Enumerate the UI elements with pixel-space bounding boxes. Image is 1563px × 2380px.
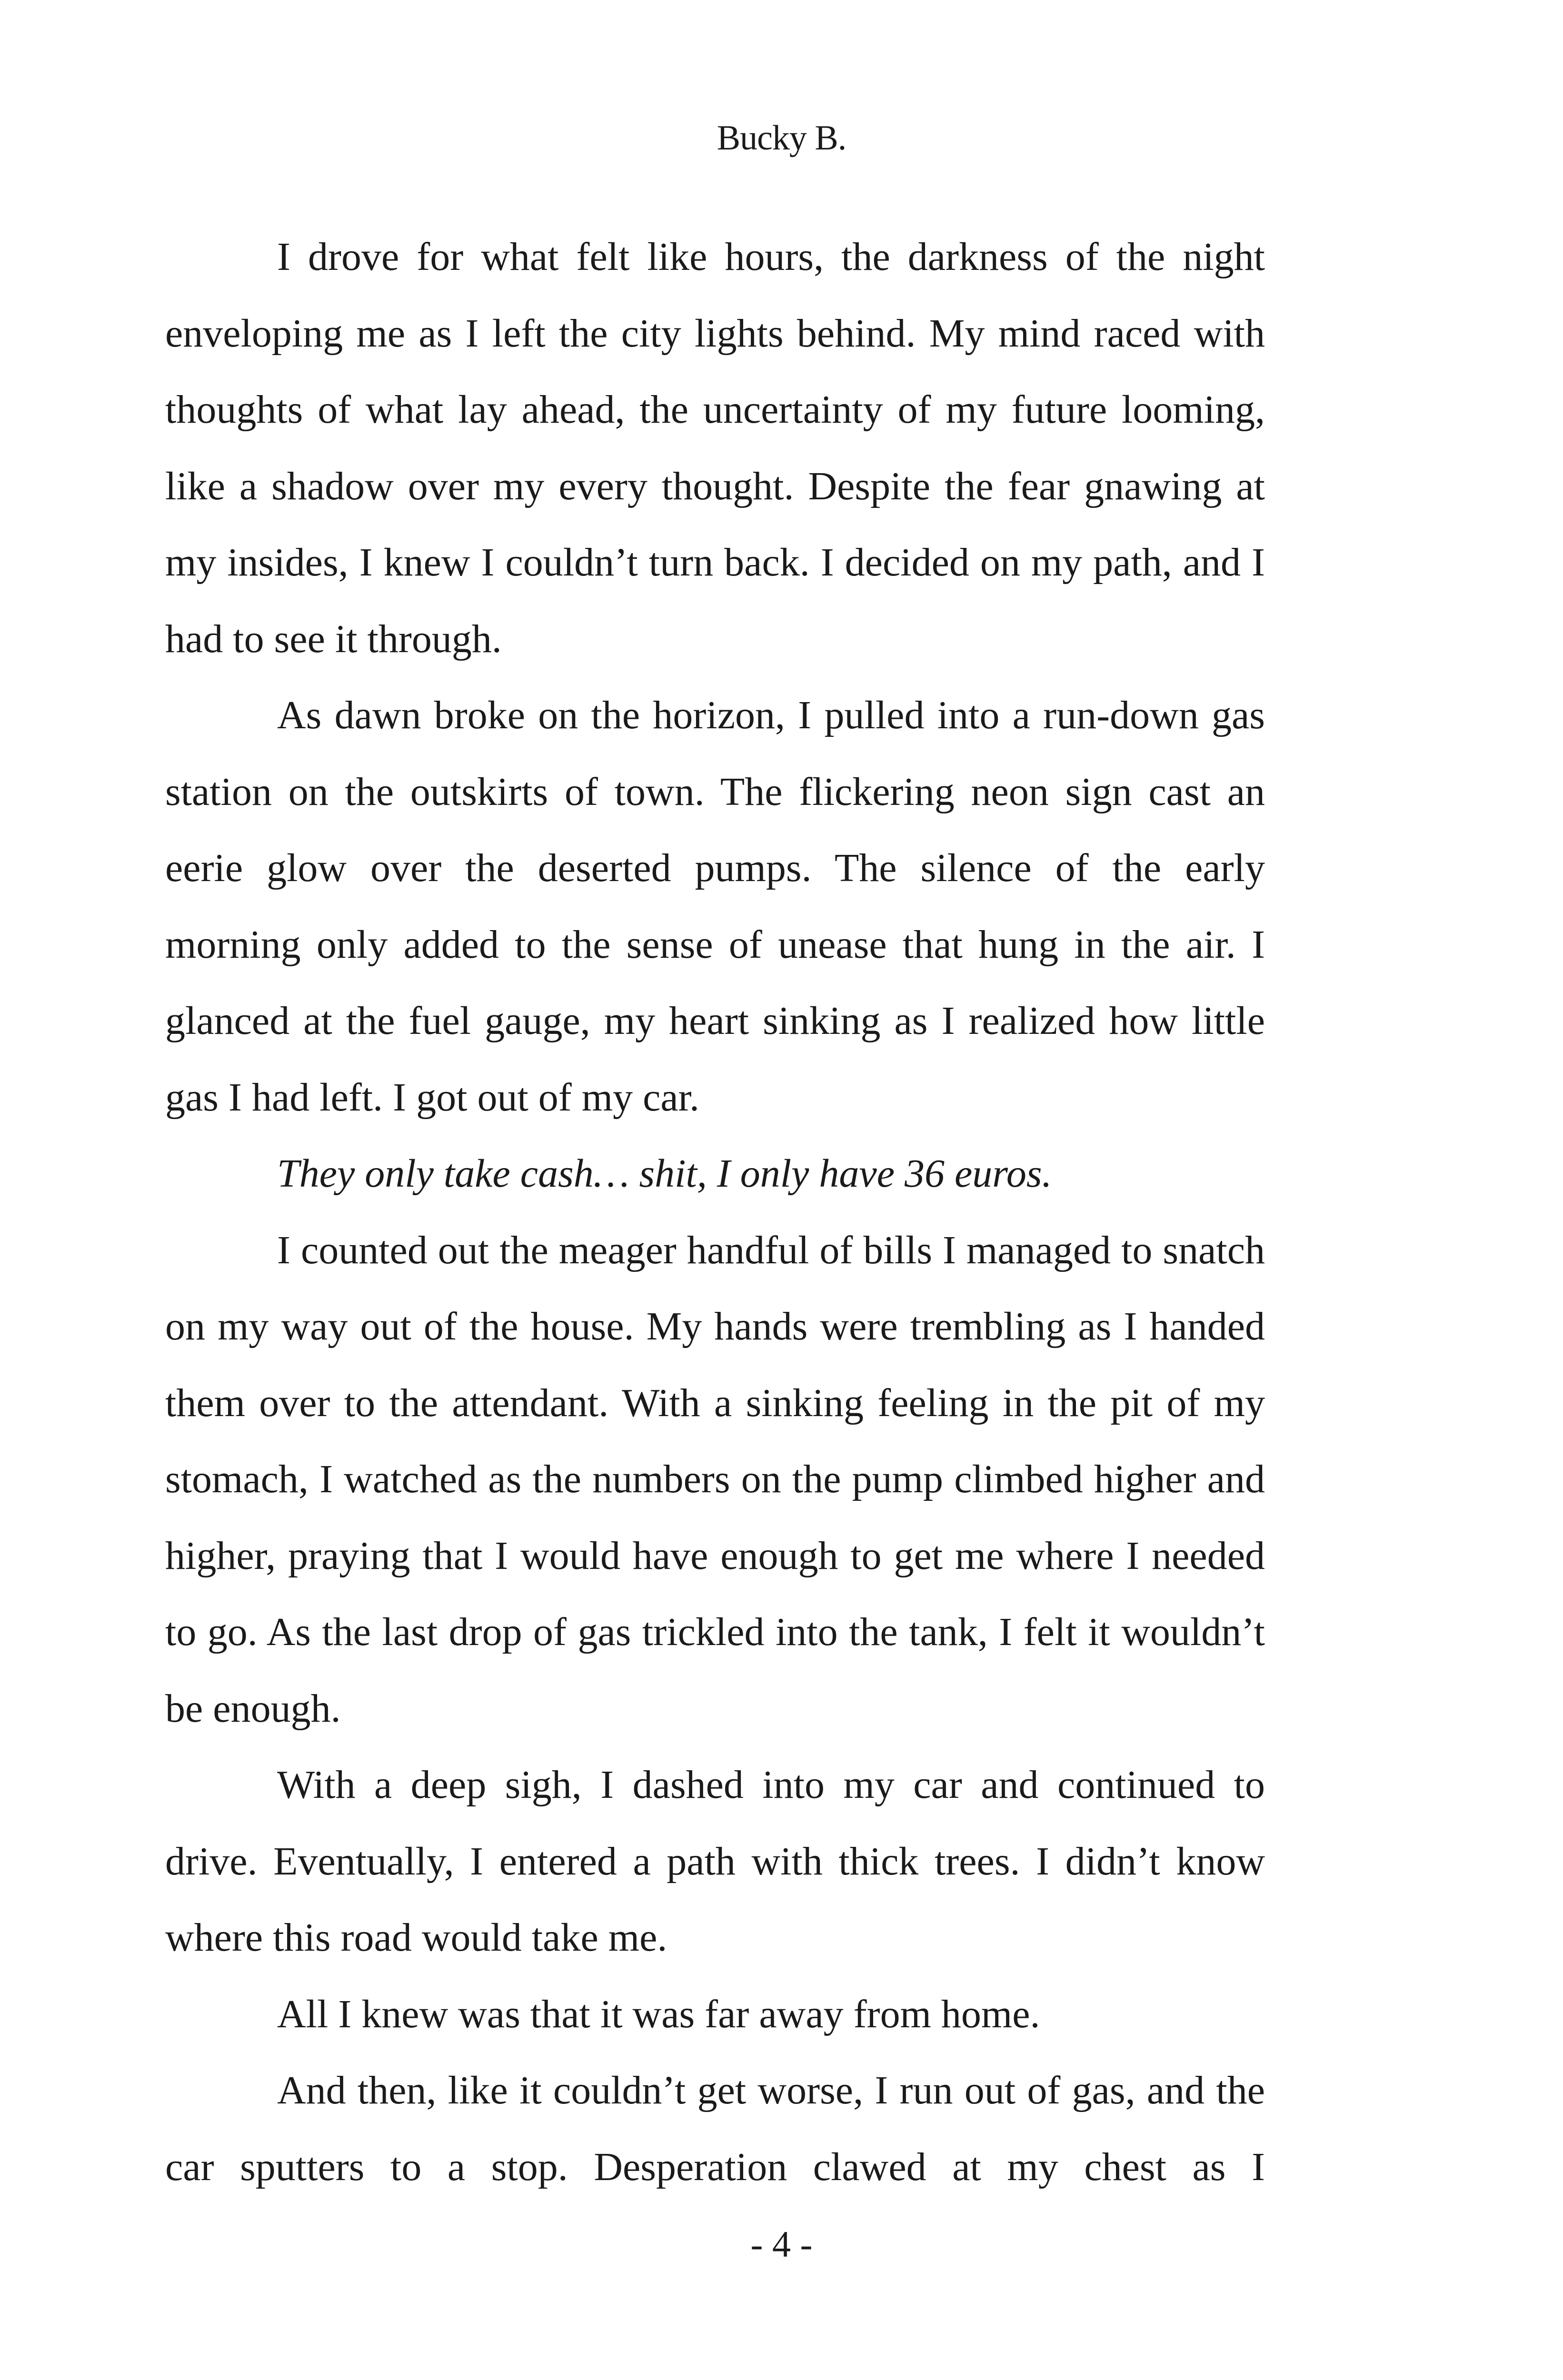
paragraph: As dawn broke on the horizon, I pulled into a run-down gas station on the outskirts of town. The flickering neon sign cast an eerie glow over the deserted pumps. The silence of the early morning only added to the sense of unease that hung in the air. I glanced at the fuel gauge, my heart sinking as I realized how little gas I had left. I got out of my car.: [165, 693, 1265, 1120]
paragraph: I counted out the meager handful of bills I managed to snatch on my way out of the house. My hands were trembling as I handed them over to the attendant. With a sinking feeling in the pit of my stomach, I watched as the numbers on the pump climbed higher and higher, praying that I would have enough to get me where I needed to go. As the last drop of gas trickled into the tank, I felt it wouldn’t be enough.: [165, 1228, 1265, 1731]
paragraph: With a deep sigh, I dashed into my car and continued to drive. Eventually, I entered a path with thick trees. I didn’t know where this road would take me.: [165, 1763, 1265, 1960]
page-number: - 4 -: [750, 2223, 813, 2265]
running-header-author: Bucky B.: [717, 119, 846, 158]
paragraph: I drove for what felt like hours, the darkness of the night enveloping me as I left the city lights behind. My mind raced with thoughts of what lay ahead, the uncertainty of my future looming, like a shadow over my every thought. Despite the fear gnawing at my insides, I knew I couldn’t turn back. I decided on my path, and I had to see it through.: [165, 235, 1265, 661]
italic-inner-thought: They only take cash… shit, I only have 36 euros.: [277, 1151, 1052, 1196]
paragraph: All I knew was that it was far away from home.: [277, 1992, 1040, 2036]
paragraph-continued: And then, like it couldn’t get worse, I run out of gas, and the car sputters to a stop. Desperation clawed at my chest as I: [165, 2068, 1265, 2189]
body-text: [165, 219, 1265, 2205]
